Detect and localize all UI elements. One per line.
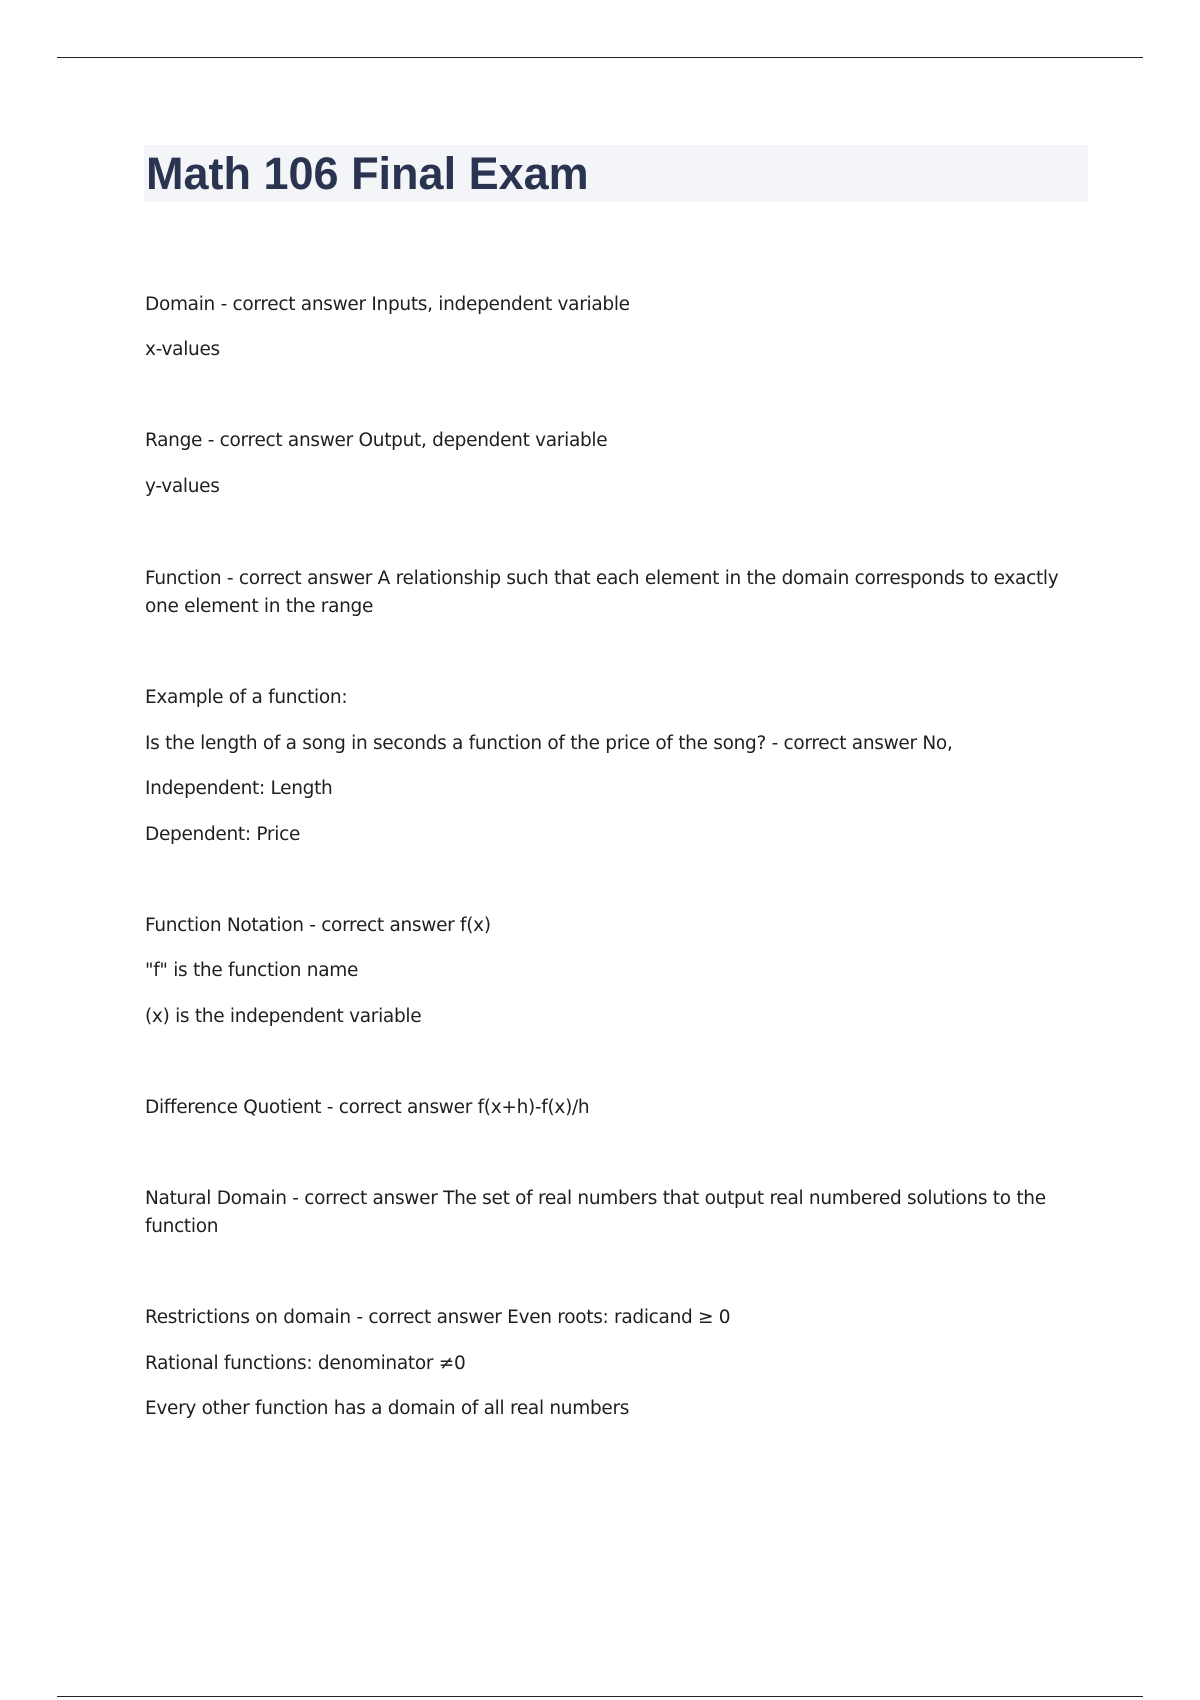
range-note: y-values — [145, 476, 220, 497]
header-rule — [57, 57, 1143, 58]
domain-definition: Domain - correct answer Inputs, independent variable — [145, 294, 630, 315]
domain-note: x-values — [145, 339, 220, 360]
notation-name: "f" is the function name — [145, 960, 359, 981]
range-definition: Range - correct answer Output, dependent variable — [145, 430, 608, 451]
difference-quotient: Difference Quotient - correct answer f(x+h)-f(x)/h — [145, 1097, 590, 1118]
page-title: Math 106 Final Exam — [146, 148, 589, 199]
restrictions-definition: Restrictions on domain - correct answer Even roots: radicand ≥ 0 — [145, 1307, 731, 1328]
restrictions-rational: Rational functions: denominator ≠0 — [145, 1353, 466, 1374]
example-independent: Independent: Length — [145, 778, 333, 799]
example-dependent: Dependent: Price — [145, 824, 301, 845]
example-heading: Example of a function: — [145, 687, 348, 708]
notation-definition: Function Notation - correct answer f(x) — [145, 915, 491, 936]
function-definition-cont: one element in the range — [145, 596, 374, 617]
function-definition: Function - correct answer A relationship such that each element in the domain corresponds to exactly — [145, 568, 1059, 589]
notation-variable: (x) is the independent variable — [145, 1006, 422, 1027]
natural-domain-cont: function — [145, 1216, 219, 1237]
restrictions-other: Every other function has a domain of all real numbers — [145, 1398, 630, 1419]
footer-rule — [57, 1696, 1143, 1697]
natural-domain-definition: Natural Domain - correct answer The set of real numbers that output real numbered solutions to the — [145, 1188, 1046, 1209]
example-question: Is the length of a song in seconds a function of the price of the song? - correct answer No, — [145, 733, 953, 754]
